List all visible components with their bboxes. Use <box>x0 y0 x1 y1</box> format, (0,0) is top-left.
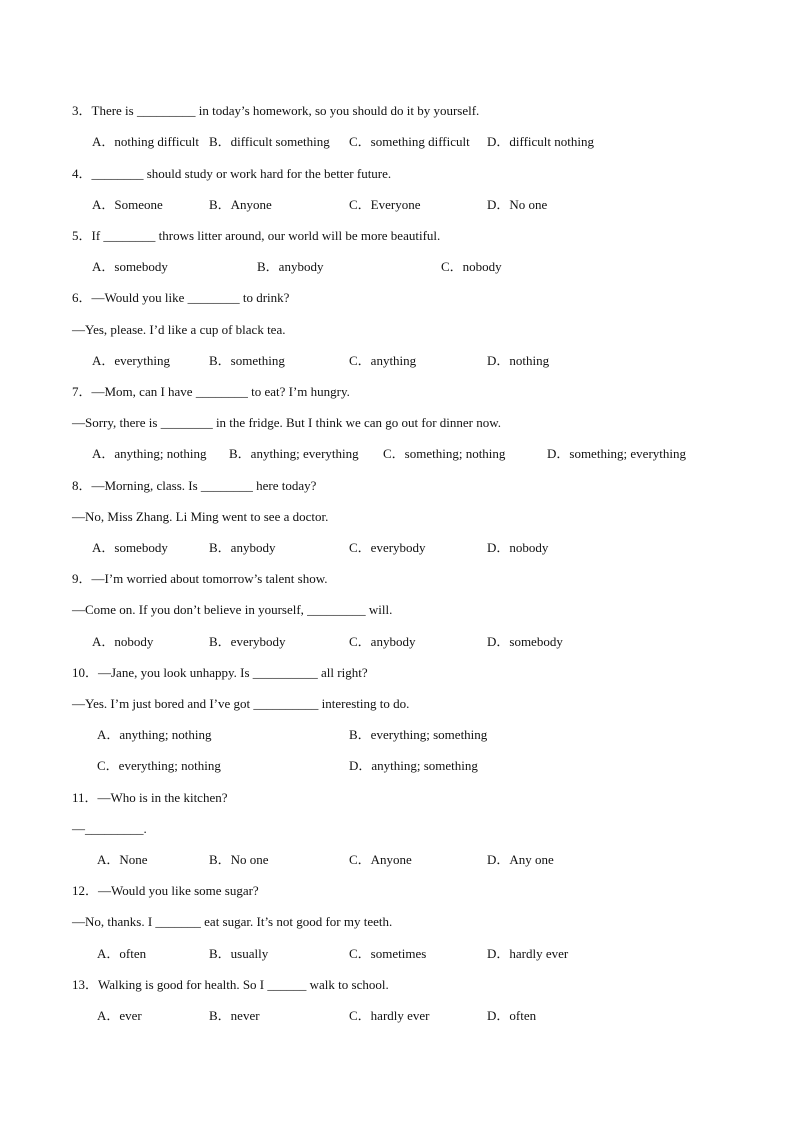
q13-option-d: D．often <box>487 1008 537 1023</box>
question-5: 5．If ________ throws litter around, our world will be more beautiful. <box>72 228 441 243</box>
q11-dialogue: —_________. <box>72 821 147 836</box>
q7-option-a: A．anything; nothing <box>92 446 207 461</box>
q6-option-b: B．something <box>209 353 285 368</box>
question-10: 10．—Jane, you look unhappy. Is __________ all right? <box>72 665 368 680</box>
q7-option-d: D．something; everything <box>547 446 687 461</box>
q11-option-d: D．Any one <box>487 852 554 867</box>
q4-option-d: D．No one <box>487 197 548 212</box>
q8-dialogue: —No, Miss Zhang. Li Ming went to see a doctor. <box>72 509 329 524</box>
q4-option-a: A．Someone <box>92 197 163 212</box>
q12-option-d: D．hardly ever <box>487 946 569 961</box>
q9-option-b: B．everybody <box>209 634 286 649</box>
question-4: 4．________ should study or work hard for the better future. <box>72 166 392 181</box>
q12-option-b: B．usually <box>209 946 269 961</box>
q7-dialogue: —Sorry, there is ________ in the fridge. But I think we can go out for dinner now. <box>72 415 502 430</box>
q9-dialogue: —Come on. If you don’t believe in yourself, _________ will. <box>72 602 393 617</box>
q6-option-d: D．nothing <box>487 353 550 368</box>
q8-option-c: C．everybody <box>349 540 426 555</box>
q10-dialogue: —Yes. I’m just bored and I’ve got __________ interesting to do. <box>72 696 410 711</box>
q3-option-a: A．nothing difficult <box>92 134 200 149</box>
q8-option-a: A．somebody <box>92 540 168 555</box>
q7-option-b: B．anything; everything <box>229 446 359 461</box>
q5-option-b: B．anybody <box>257 259 324 274</box>
q10-option-c: C．everything; nothing <box>97 758 221 773</box>
question-11: 11．—Who is in the kitchen? <box>72 790 228 805</box>
q9-option-c: C．anybody <box>349 634 416 649</box>
q9-option-d: D．somebody <box>487 634 563 649</box>
q11-option-c: C．Anyone <box>349 852 412 867</box>
question-3: 3．There is _________ in today’s homework, so you should do it by yourself. <box>72 103 480 118</box>
q7-option-c: C．something; nothing <box>383 446 506 461</box>
q10-option-a: A．anything; nothing <box>97 727 212 742</box>
q5-option-a: A．somebody <box>92 259 168 274</box>
q6-option-a: A．everything <box>92 353 170 368</box>
q9-option-a: A．nobody <box>92 634 154 649</box>
q11-option-a: A．None <box>97 852 148 867</box>
question-9: 9．—I’m worried about tomorrow’s talent show. <box>72 571 328 586</box>
q10-option-b: B．everything; something <box>349 727 488 742</box>
q3-option-b: B．difficult something <box>209 134 330 149</box>
q13-option-b: B．never <box>209 1008 260 1023</box>
q4-option-c: C．Everyone <box>349 197 421 212</box>
q12-dialogue: —No, thanks. I _______ eat sugar. It’s not good for my teeth. <box>72 914 393 929</box>
q8-option-b: B．anybody <box>209 540 276 555</box>
q13-option-a: A．ever <box>97 1008 142 1023</box>
q11-option-b: B．No one <box>209 852 269 867</box>
q6-dialogue: —Yes, please. I’d like a cup of black tea. <box>72 322 286 337</box>
q13-option-c: C．hardly ever <box>349 1008 430 1023</box>
q8-option-d: D．nobody <box>487 540 549 555</box>
q4-option-b: B．Anyone <box>209 197 272 212</box>
q12-option-c: C．sometimes <box>349 946 427 961</box>
question-7: 7．—Mom, can I have ________ to eat? I’m hungry. <box>72 384 350 399</box>
question-8: 8．—Morning, class. Is ________ here today? <box>72 478 317 493</box>
q10-option-d: D．anything; something <box>349 758 478 773</box>
q5-option-c: C．nobody <box>441 259 502 274</box>
question-12: 12．—Would you like some sugar? <box>72 883 259 898</box>
question-13: 13．Walking is good for health. So I ______ walk to school. <box>72 977 389 992</box>
q3-option-c: C．something difficult <box>349 134 470 149</box>
q6-option-c: C．anything <box>349 353 417 368</box>
q3-option-d: D．difficult nothing <box>487 134 595 149</box>
question-6: 6．—Would you like ________ to drink? <box>72 290 290 305</box>
q12-option-a: A．often <box>97 946 147 961</box>
